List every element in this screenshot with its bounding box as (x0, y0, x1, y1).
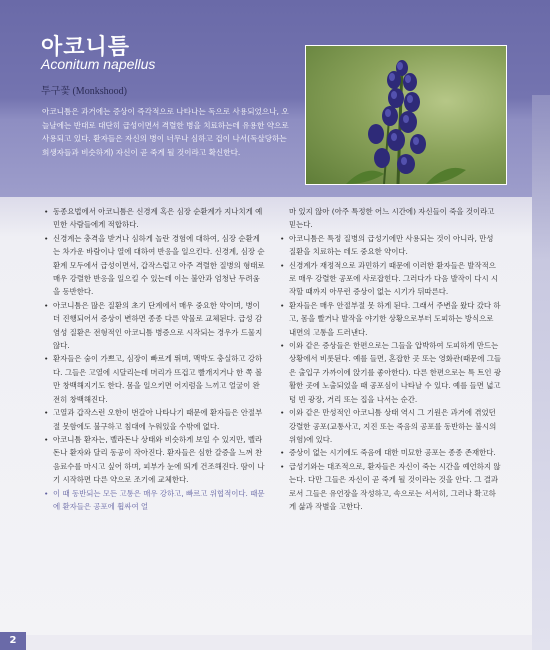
bullet-icon: • (44, 354, 49, 364)
bullet-icon: • (44, 233, 49, 243)
subtitle: 투구꽃 (Monkshood) (41, 86, 127, 97)
page-number: 2 (0, 632, 26, 650)
bullet-icon: • (280, 341, 285, 351)
page-title: 아코니틈 (41, 35, 131, 60)
bullet-icon: • (280, 461, 285, 471)
bullet-item-highlighted: • 이 때 동반되는 모든 고통은 매우 강하고, 빠르고 위협적이다. 때문에 환자들은 공포에 휩싸여 얼 (44, 488, 265, 511)
bullet-item: • 고열과 갑작스런 오한이 번갈아 나타나기 때문에 환자들은 안절부절 못함에도 불구하고 침대에 누워있을 수밖에 없다. (44, 408, 263, 431)
right-edge-accent (532, 95, 550, 650)
bullet-item: • 아코니틈 환자는, 벨라돈나 상태와 비슷하게 보일 수 있지만, 벨라돈나 환자와 달리 동공이 작아진다. 환자들은 심한 갈증을 느껴 찬 음료수를 마시고 싶어 하며, 피부가 눈에 띄게 건조해진다. 땀이 나기 시작하면 다른 약으로 조기에 교체한다. (44, 434, 265, 485)
bullet-icon: • (280, 260, 285, 270)
flower-illustration (306, 46, 506, 184)
bullet-icon: • (280, 408, 285, 418)
bullet-icon: • (280, 300, 285, 310)
bullet-icon: • (280, 448, 285, 458)
bullet-icon: • (280, 233, 285, 243)
latin-name: Aconitum napellus (41, 56, 156, 72)
bullet-item: • 동종요법에서 아코니틈은 신경계 혹은 심장 순환계가 지나치게 예민한 사람들에게 적합하다. (44, 207, 263, 230)
bullet-item: • 신경계가 재정적으로 과민하기 때문에 이러한 환자들은 발작적으로 매우 강렬한 공포에 사로잡힌다. 그러다가 다음 발작이 다시 시작할 때까지 아무런 증상이 없는 시기가 뒤따른다. (280, 260, 499, 297)
bullet-item: • 신경계는 충격을 받거나 심하게 놀란 경험에 대하여, 심장 순환계는 차가운 바람이나 열에 대하여 반응을 일으킨다. 신경계, 심장 순환계 모두에서 급성이면서, 갑작스럽고 아주 격렬한 질병의 형태로 매우 강렬한 반응을 일으킬 수 있는데 이는 불안과 엄청난 두려움을 동반한다. (44, 233, 265, 297)
bullet-item: • 환자들은 매우 안절부절 못 하게 된다. 그래서 주변을 왔다 갔다 하고, 몸을 빨거나 발작을 야기한 상황으로부터 도피하는 방식으로 내면의 고통을 드러낸다. (280, 300, 501, 337)
bullet-item: • 환자들은 숨이 가쁘고, 심장이 빠르게 뛰며, 맥박도 충실하고 강하다. 그들은 고열에 시달리는데 머리가 뜨겁고 빨개지거나 한 쪽 볼만 창백해지기도 한다. 몸을 일으키면 어지럼을 느끼고 얼굴이 완전히 창백해진다. (44, 354, 263, 404)
bullet-icon: • (44, 207, 49, 216)
bullet-item: • 아코니틈은 많은 질환의 초기 단계에서 매우 중요한 약이며, 병이 더 진행되어서 증상이 변하면 종종 다른 약물로 교체된다. 급성 감염성 질환은 전형적인 아코니틈 병증으로 시작되는 경우가 드물지 않다. (44, 300, 263, 351)
bullet-item: • 급성기와는 대조적으로, 환자들은 자신이 죽는 시간을 예언하지 않는다. 다만 그들은 자신이 곧 죽게 될 것이라는 것을 안다. 그 결과로서 그들은 유언장을 작성하고, 속으로는 서서히, 그러나 확고하게 삶과 작별을 고한다. (280, 461, 501, 511)
continued-text: 마 있지 않아 (아주 특정한 어느 시간에) 자신들이 죽을 것이라고 믿는다. (289, 207, 495, 230)
left-column (44, 205, 266, 615)
bullet-item: • 증상이 없는 시기에도 죽음에 대한 미묘한 공포는 종종 존재한다. (280, 446, 502, 459)
bullet-icon: • (44, 408, 49, 418)
bullet-icon: • (44, 300, 49, 310)
bullet-item: • 이와 같은 증상들은 한편으로는 그들을 압박하여 도피하게 만드는 상황에서 비롯된다. 예를 들면, 혼잡한 곳 또는 영화관(때문에 그들은 출입구 가까이에 앉기를 좋아한다). 다른 한편으로는 특 트인 광활한 곳에 노출되었을 때 공포심이 나타날 수 있다. 예를 들면 넓고 텅 빈 광장, 거리 또는 집을 나서는 순간. (280, 341, 502, 404)
body-content (0, 197, 532, 635)
bullet-icon: • (44, 434, 49, 444)
intro-paragraph: 아코니틈은 과거에는 증상이 즉각적으로 나타나는 독으로 사용되었으나, 오늘날에는 반대로 대단히 급성이면서 격렬한 병을 치료하는데 유용한 약으로 사용되고 있다. 환자들은 자신의 병이 너무나 심하고 겁이 나서(독살당하는 희생자들과 비슷하게) 자신이 곧 죽게 될 것이라고 확신한다. (42, 107, 289, 157)
bullet-icon: • (44, 488, 49, 498)
bullet-item: • 이와 같은 만성적인 아코니틈 상태 역시 그 기원은 과거에 겪었던 강렬한 공포(교통사고, 지진 또는 죽음의 공포를 동반하는 불시의 위험)에 있다. (280, 408, 497, 444)
bullet-item: • 아코니틈은 특정 질병의 급성기에만 사용되는 것이 아니라, 만성 질환을 치료하는 데도 중요한 약이다. (280, 233, 494, 257)
monkshood-flower-photo (305, 45, 507, 185)
text-columns (44, 205, 502, 615)
right-column (280, 205, 502, 615)
header-banner (0, 0, 550, 197)
